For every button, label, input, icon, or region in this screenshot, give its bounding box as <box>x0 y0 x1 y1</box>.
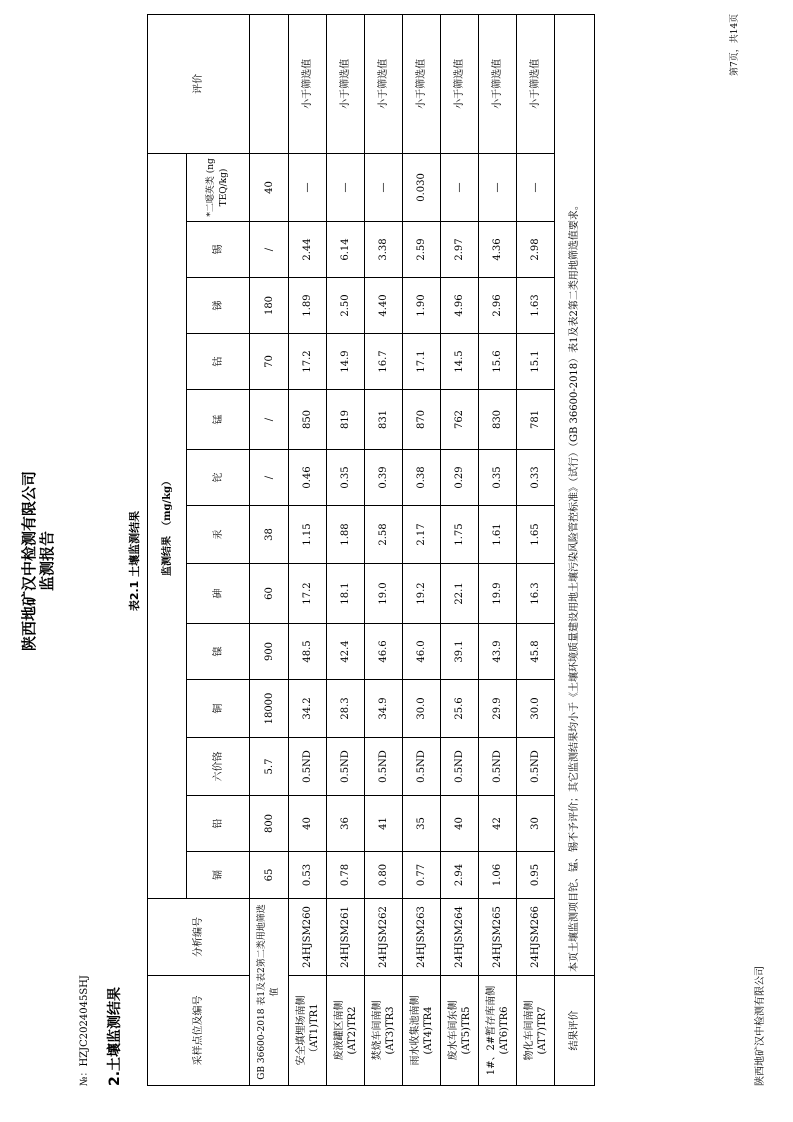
row-value: 39.1 <box>441 624 479 680</box>
row-value: 40 <box>441 796 479 852</box>
header-results-group: 监测结果 （mg/kg） <box>148 153 187 898</box>
row-value: 2.98 <box>517 222 555 278</box>
row-value: 14.5 <box>441 334 479 390</box>
row-value: 2.97 <box>441 222 479 278</box>
row-value: 18.1 <box>327 564 365 624</box>
row-value: 2.50 <box>327 278 365 334</box>
row-location: 物化车间南侧(AT7)TR7 <box>517 976 555 1086</box>
header-eval: 评价 <box>148 14 250 153</box>
row-value: 42.4 <box>327 624 365 680</box>
standard-value: 900 <box>250 624 289 680</box>
row-value: 0.77 <box>403 852 441 899</box>
row-value: 40 <box>289 796 327 852</box>
row-value: 4.96 <box>441 278 479 334</box>
report-type: 监测报告 <box>38 531 56 592</box>
row-value: 781 <box>517 390 555 450</box>
row-value: — <box>517 153 555 221</box>
param-header: 铊 <box>187 450 250 506</box>
row-value: 0.33 <box>517 450 555 506</box>
row-eval: 小于筛选值 <box>365 14 403 153</box>
row-value: 0.38 <box>403 450 441 506</box>
table-row <box>289 14 327 1085</box>
row-value: 41 <box>365 796 403 852</box>
row-value: 0.030 <box>403 153 441 221</box>
row-value: — <box>289 153 327 221</box>
row-value: 0.29 <box>441 450 479 506</box>
row-value: 48.5 <box>289 624 327 680</box>
row-value: 42 <box>479 796 517 852</box>
param-header: 锡 <box>187 222 250 278</box>
row-value: 819 <box>327 390 365 450</box>
row-value: 0.5ND <box>441 738 479 796</box>
row-analysis-no: 24HJSM266 <box>517 899 555 976</box>
row-value: 36 <box>327 796 365 852</box>
row-value: 43.9 <box>479 624 517 680</box>
row-value: — <box>441 153 479 221</box>
row-value: 1.75 <box>441 506 479 564</box>
row-value: 34.2 <box>289 680 327 738</box>
param-header: 汞 <box>187 506 250 564</box>
row-value: — <box>479 153 517 221</box>
row-value: 15.6 <box>479 334 517 390</box>
soil-results-table <box>147 14 595 1086</box>
row-value: 28.3 <box>327 680 365 738</box>
row-value: 0.5ND <box>365 738 403 796</box>
table-caption: 表2.1 土壤监测结果 <box>128 510 141 612</box>
row-value: 22.1 <box>441 564 479 624</box>
section-title: 2.土壤监测结果 <box>107 986 123 1086</box>
row-value: 1.90 <box>403 278 441 334</box>
row-value: 17.2 <box>289 564 327 624</box>
row-value: 830 <box>479 390 517 450</box>
param-header: 钴 <box>187 334 250 390</box>
row-eval: 小于筛选值 <box>479 14 517 153</box>
param-header: 镉 <box>187 852 250 899</box>
row-value: 0.5ND <box>479 738 517 796</box>
table-row <box>479 14 517 1085</box>
table-row <box>403 14 441 1085</box>
row-value: 2.17 <box>403 506 441 564</box>
row-value: 1.65 <box>517 506 555 564</box>
row-value: 45.8 <box>517 624 555 680</box>
row-value: 46.6 <box>365 624 403 680</box>
row-value: 19.9 <box>479 564 517 624</box>
row-value: 6.14 <box>327 222 365 278</box>
row-eval: 小于筛选值 <box>289 14 327 153</box>
standard-value: 800 <box>250 796 289 852</box>
standard-value: 38 <box>250 506 289 564</box>
param-header: *二噁英类 (ng TEQ/kg) <box>187 153 250 221</box>
row-value: 35 <box>403 796 441 852</box>
row-analysis-no: 24HJSM260 <box>289 899 327 976</box>
row-value: 2.44 <box>289 222 327 278</box>
row-value: 0.5ND <box>289 738 327 796</box>
standard-value: 180 <box>250 278 289 334</box>
row-value: 1.06 <box>479 852 517 899</box>
row-eval: 小于筛选值 <box>517 14 555 153</box>
report-header <box>20 361 56 761</box>
page-number: 第7页，共14页 <box>730 13 740 76</box>
row-value: 2.59 <box>403 222 441 278</box>
row-value: 0.5ND <box>327 738 365 796</box>
row-value: 19.0 <box>365 564 403 624</box>
row-value: 16.7 <box>365 334 403 390</box>
row-value: 19.2 <box>403 564 441 624</box>
table-row <box>327 14 365 1085</box>
row-location: 雨水收集池南侧(AT4)TR4 <box>403 976 441 1086</box>
standard-eval <box>250 14 289 153</box>
footer-company: 陕西地矿汉中检测有限公司 <box>755 966 766 1086</box>
row-value: 0.5ND <box>403 738 441 796</box>
row-eval: 小于筛选值 <box>441 14 479 153</box>
row-location: 废水车间东侧(AT5)TR5 <box>441 976 479 1086</box>
row-value: 30.0 <box>517 680 555 738</box>
row-value: 0.78 <box>327 852 365 899</box>
row-value: 1.61 <box>479 506 517 564</box>
param-header: 铜 <box>187 680 250 738</box>
param-header: 六价铬 <box>187 738 250 796</box>
conclusion-text: 本页土壤监测项目铊、锰、锡不予评价；其它监测结果均小于《土壤环境质量建设用地土壤污染风险管控标准》（试行）（GB 36600-2018）表1及表2第二类用地筛选值要求。 <box>555 14 595 975</box>
row-value: 17.2 <box>289 334 327 390</box>
row-analysis-no: 24HJSM264 <box>441 899 479 976</box>
row-value: 1.89 <box>289 278 327 334</box>
table-row <box>517 14 555 1085</box>
row-value: 1.88 <box>327 506 365 564</box>
row-location: 1#、2#暂存库南侧(AT6)TR6 <box>479 976 517 1086</box>
row-value: 762 <box>441 390 479 450</box>
row-value: 14.9 <box>327 334 365 390</box>
standard-value: 70 <box>250 334 289 390</box>
row-value: 30 <box>517 796 555 852</box>
row-location: 焚烧车间南侧(AT3)TR3 <box>365 976 403 1086</box>
row-analysis-no: 24HJSM261 <box>327 899 365 976</box>
row-value: 4.40 <box>365 278 403 334</box>
row-value: 870 <box>403 390 441 450</box>
company-name: 陕西地矿汉中检测有限公司 <box>20 471 38 652</box>
row-value: 0.53 <box>289 852 327 899</box>
row-location: 废液罐区南侧(AT2)TR2 <box>327 976 365 1086</box>
param-header: 镍 <box>187 624 250 680</box>
standard-value: 18000 <box>250 680 289 738</box>
standard-value: / <box>250 222 289 278</box>
standard-value: 5.7 <box>250 738 289 796</box>
row-value: 1.63 <box>517 278 555 334</box>
param-header: 砷 <box>187 564 250 624</box>
row-value: 831 <box>365 390 403 450</box>
row-value: 850 <box>289 390 327 450</box>
conclusion-label: 结果评价 <box>555 976 595 1086</box>
standard-value: 60 <box>250 564 289 624</box>
row-value: — <box>365 153 403 221</box>
row-analysis-no: 24HJSM262 <box>365 899 403 976</box>
standard-value: 65 <box>250 852 289 899</box>
standard-value: / <box>250 390 289 450</box>
row-value: 46.0 <box>403 624 441 680</box>
row-eval: 小于筛选值 <box>403 14 441 153</box>
row-eval: 小于筛选值 <box>327 14 365 153</box>
row-value: 2.96 <box>479 278 517 334</box>
header-location: 采样点位及编号 <box>148 976 250 1086</box>
standard-value: / <box>250 450 289 506</box>
param-header: 铅 <box>187 796 250 852</box>
row-value: — <box>327 153 365 221</box>
row-value: 15.1 <box>517 334 555 390</box>
header-analysis: 分析编号 <box>148 899 250 976</box>
row-value: 2.94 <box>441 852 479 899</box>
row-value: 1.15 <box>289 506 327 564</box>
row-value: 0.5ND <box>517 738 555 796</box>
row-analysis-no: 24HJSM263 <box>403 899 441 976</box>
row-value: 17.1 <box>403 334 441 390</box>
table-row <box>365 14 403 1085</box>
row-value: 0.35 <box>479 450 517 506</box>
row-value: 0.35 <box>327 450 365 506</box>
row-value: 0.95 <box>517 852 555 899</box>
row-analysis-no: 24HJSM265 <box>479 899 517 976</box>
param-header: 锑 <box>187 278 250 334</box>
param-header: 锰 <box>187 390 250 450</box>
row-value: 2.58 <box>365 506 403 564</box>
row-value: 0.80 <box>365 852 403 899</box>
row-value: 29.9 <box>479 680 517 738</box>
row-value: 0.39 <box>365 450 403 506</box>
standard-label: GB 36600-2018 表1及表2第二类用地筛选值 <box>250 899 289 1086</box>
row-value: 4.36 <box>479 222 517 278</box>
row-value: 25.6 <box>441 680 479 738</box>
standard-value: 40 <box>250 153 289 221</box>
row-value: 30.0 <box>403 680 441 738</box>
table-row <box>441 14 479 1085</box>
row-value: 34.9 <box>365 680 403 738</box>
row-value: 16.3 <box>517 564 555 624</box>
report-number: №：HZJC2024045SHJ <box>79 975 90 1086</box>
row-value: 3.38 <box>365 222 403 278</box>
row-value: 0.46 <box>289 450 327 506</box>
row-location: 安全填埋场南侧（AT1)TR1 <box>289 976 327 1086</box>
